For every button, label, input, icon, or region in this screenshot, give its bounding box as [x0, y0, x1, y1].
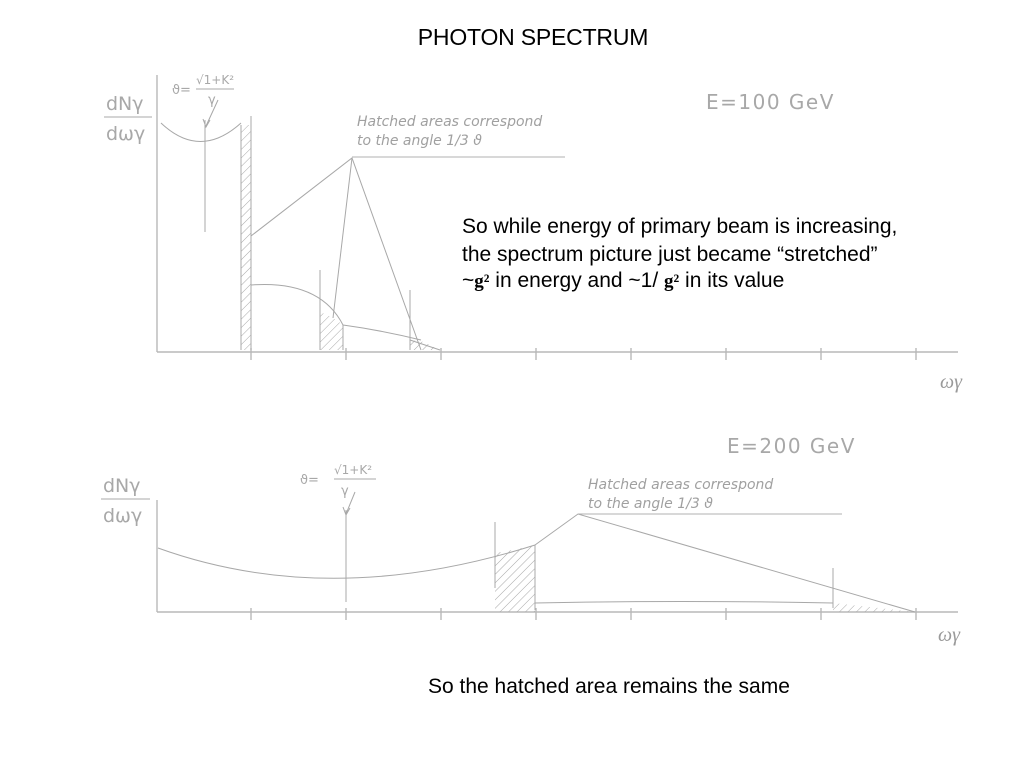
svg-text:dωγ: dωγ [106, 123, 146, 145]
tilde-prefix: ~ [462, 269, 475, 292]
plot2-angle-formula [300, 463, 376, 515]
slide-title: PHOTON SPECTRUM [417, 24, 649, 50]
plot1-x-axis-label: ωγ [940, 371, 963, 393]
svg-text:γ: γ [208, 93, 216, 108]
explanation-line-3-middle: in energy and ~1/ [489, 269, 665, 292]
svg-text:ϑ=: ϑ= [300, 473, 319, 488]
plot2-energy-label: E=200 GeV [727, 434, 856, 458]
explanation-line-1: So while energy of primary beam is increasing, [462, 215, 898, 238]
bottom-note: So the hatched area remains the same [428, 675, 790, 698]
plot2-axes [157, 500, 958, 620]
explanation-line-3 [462, 266, 897, 296]
gamma-squared-energy: g² [474, 271, 490, 292]
plot1-y-axis-label [104, 93, 152, 145]
plot1-energy-label: E=100 GeV [706, 90, 835, 114]
svg-text:Hatched areas correspond: Hatched areas correspond [357, 114, 543, 130]
svg-text:to the angle 1/3 ϑ: to the angle 1/3 ϑ [357, 133, 482, 149]
svg-text:√1+K²: √1+K² [196, 73, 235, 87]
svg-text:ϑ=: ϑ= [172, 83, 191, 98]
plot1-angle-formula [172, 73, 234, 127]
svg-text:√1+K²: √1+K² [334, 463, 373, 477]
svg-text:γ: γ [341, 484, 349, 499]
plot1-spectrum-curve [161, 116, 440, 350]
svg-text:dNγ: dNγ [103, 475, 141, 497]
svg-text:to the angle 1/3 ϑ: to the angle 1/3 ϑ [588, 496, 713, 512]
spectrum-plot-200gev [101, 434, 961, 646]
svg-text:dNγ: dNγ [106, 93, 144, 115]
plot2-y-axis-label [101, 475, 150, 527]
explanation-line-3-suffix: in its value [679, 269, 785, 292]
explanation-text [462, 212, 897, 296]
svg-text:Hatched areas correspond: Hatched areas correspond [588, 477, 774, 493]
svg-text:dωγ: dωγ [103, 505, 143, 527]
plot2-spectrum-curve [158, 510, 915, 612]
explanation-line-2: the spectrum picture just became “stretched” [462, 243, 878, 266]
plot1-hatched-note [352, 114, 565, 157]
plot2-x-axis-label: ωγ [938, 624, 961, 646]
gamma-squared-value: g² [664, 271, 680, 292]
plot2-hatched-note [578, 477, 842, 514]
